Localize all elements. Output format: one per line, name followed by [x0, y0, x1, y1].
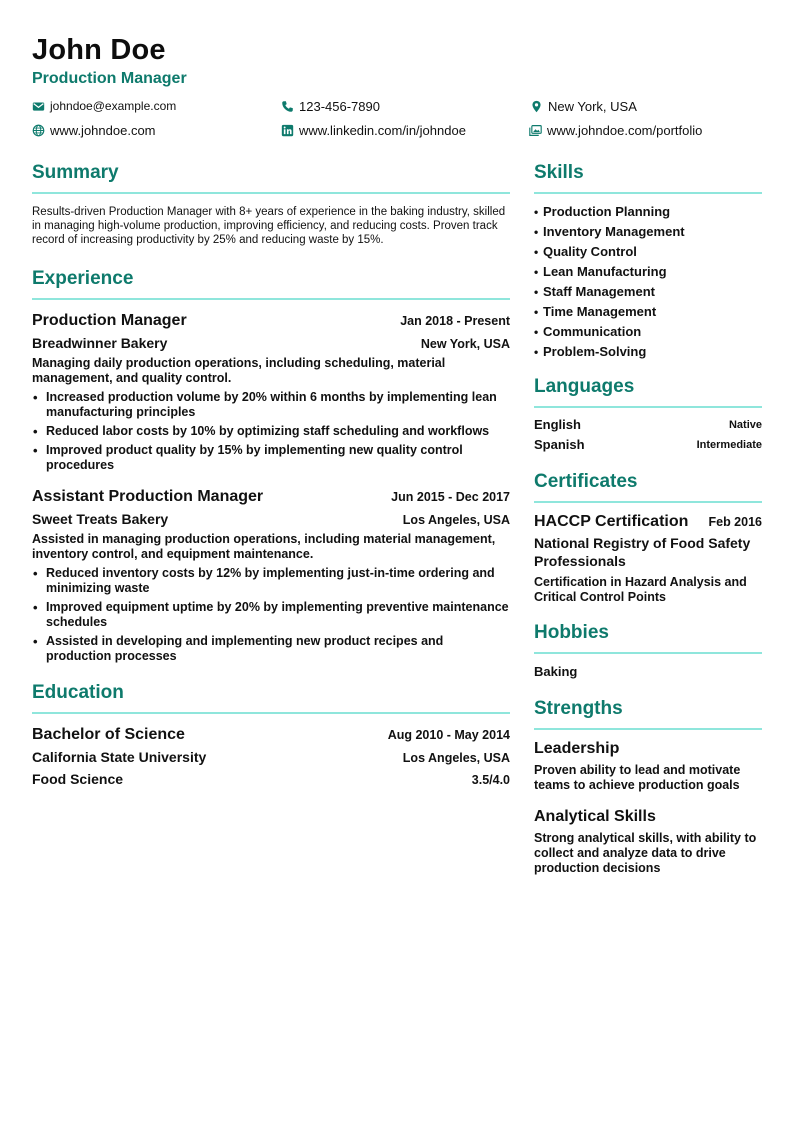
contact-location: [530, 97, 637, 115]
company-name: Breadwinner Bakery: [32, 335, 168, 351]
portfolio-text: www.johndoe.com/portfolio: [547, 122, 703, 138]
map-pin-icon: [530, 100, 543, 113]
linkedin-icon: [281, 124, 294, 137]
achievement-item: • Reduced labor costs by 10% by optimizing staff scheduling and workflows: [32, 424, 510, 439]
experience-entry: [32, 310, 510, 473]
languages-section: [534, 372, 762, 455]
language-item: [534, 435, 762, 455]
language-level: Native: [728, 419, 762, 431]
language-name: English: [534, 417, 581, 432]
certificates-section: [534, 467, 762, 605]
job-title: Production Manager: [32, 312, 187, 329]
envelope-icon: [32, 100, 45, 113]
portfolio-icon: [529, 124, 542, 137]
skill-item: • Quality Control: [534, 244, 637, 259]
phone-text: 123-456-7890: [299, 98, 380, 114]
certificate-entry: [534, 511, 762, 605]
education-entry: [32, 724, 510, 790]
skill-item: • Production Planning: [534, 204, 671, 219]
summary-heading: Summary: [32, 158, 510, 194]
strength-entry: [534, 738, 762, 793]
school-name: California State University: [32, 749, 207, 765]
strengths-section: [534, 694, 762, 876]
job-dates: Jan 2018 - Present: [400, 314, 510, 328]
achievement-item: • Reduced inventory costs by 12% by implementing just-in-time ordering and minimizing waste: [32, 566, 510, 596]
certificates-heading: Certificates: [534, 467, 762, 503]
language-level: Intermediate: [696, 439, 762, 451]
language-item: [534, 415, 762, 435]
hobbies-heading: Hobbies: [534, 618, 762, 654]
location-text: New York, USA: [548, 98, 637, 114]
certificate-title: HACCP Certification: [534, 513, 689, 530]
achievement-item: • Improved equipment uptime by 20% by implementing preventive maintenance schedules: [32, 600, 510, 630]
languages-heading: Languages: [534, 372, 762, 408]
achievement-list: [32, 390, 510, 473]
school-location: Los Angeles, USA: [402, 751, 510, 765]
left-column: [32, 158, 510, 790]
job-description: Assisted in managing production operations, including material management, inventory control, and equipment maintenance.: [32, 532, 496, 561]
job-description: Managing daily production operations, including scheduling, material management, and quality control.: [32, 356, 446, 385]
job-location: Los Angeles, USA: [402, 513, 510, 527]
contact-linkedin[interactable]: [281, 121, 466, 139]
achievement-item: • Increased production volume by 20% within 6 months by implementing lean manufacturing principles: [32, 390, 510, 420]
right-column: [534, 158, 762, 876]
education-heading: Education: [32, 678, 510, 714]
education-section: [32, 678, 510, 790]
candidate-name: John Doe: [32, 34, 166, 66]
job-title: Assistant Production Manager: [32, 488, 264, 505]
strength-title: Analytical Skills: [534, 808, 656, 825]
skill-item: • Staff Management: [534, 284, 655, 299]
summary-text: Results-driven Production Manager with 8+ years of experience in the baking industry, skilled in managing high-volume production, improving efficiency, and reducing costs. Proven track record of increasing productivity by 25% and reducing waste by 15%.: [32, 206, 506, 246]
degree: Bachelor of Science: [32, 726, 185, 743]
skills-list: [534, 202, 762, 362]
strength-entry: [534, 806, 762, 876]
skill-item: • Inventory Management: [534, 224, 685, 239]
strengths-heading: Strengths: [534, 694, 762, 730]
strength-description: Strong analytical skills, with ability to collect and analyze data to drive production decisions: [534, 831, 757, 875]
contact-email[interactable]: [32, 97, 176, 115]
resume-header: [32, 32, 762, 89]
contact-info: [32, 97, 762, 145]
experience-heading: Experience: [32, 264, 510, 300]
phone-icon: [281, 100, 294, 113]
education-dates: Aug 2010 - May 2014: [387, 728, 510, 742]
candidate-title: Production Manager: [32, 70, 187, 87]
globe-icon: [32, 124, 45, 137]
contact-phone[interactable]: [281, 97, 380, 115]
achievement-item: • Assisted in developing and implementing new product recipes and production processes: [32, 634, 510, 664]
certificate-description: Certification in Hazard Analysis and Critical Control Points: [534, 575, 747, 604]
email-text: johndoe@example.com: [50, 99, 177, 113]
achievement-list: [32, 566, 510, 664]
language-name: Spanish: [534, 437, 585, 452]
summary-section: [32, 158, 510, 247]
skill-item: • Time Management: [534, 304, 657, 319]
skills-section: [534, 158, 762, 362]
experience-entry: [32, 486, 510, 664]
skill-item: • Communication: [534, 324, 642, 339]
hobbies-section: [534, 618, 762, 682]
field-of-study: Food Science: [32, 771, 124, 787]
strength-description: Proven ability to lead and motivate teams to achieve production goals: [534, 763, 741, 792]
experience-section: [32, 264, 510, 664]
website-text: www.johndoe.com: [50, 122, 156, 138]
contact-website[interactable]: [32, 121, 156, 139]
job-dates: Jun 2015 - Dec 2017: [391, 490, 510, 504]
certificate-issuer: National Registry of Food Safety Professionals: [534, 535, 751, 569]
skill-item: • Problem-Solving: [534, 344, 647, 359]
company-name: Sweet Treats Bakery: [32, 511, 169, 527]
hobby-item: Baking: [534, 664, 578, 679]
achievement-item: • Improved product quality by 15% by implementing new quality control procedures: [32, 443, 510, 473]
certificate-date: Feb 2016: [708, 515, 762, 529]
skill-item: • Lean Manufacturing: [534, 264, 667, 279]
gpa: 3.5/4.0: [471, 773, 510, 787]
skills-heading: Skills: [534, 158, 762, 194]
job-location: New York, USA: [420, 337, 510, 351]
linkedin-text: www.linkedin.com/in/johndoe: [299, 122, 466, 138]
strength-title: Leadership: [534, 740, 620, 757]
contact-portfolio[interactable]: [529, 121, 702, 139]
